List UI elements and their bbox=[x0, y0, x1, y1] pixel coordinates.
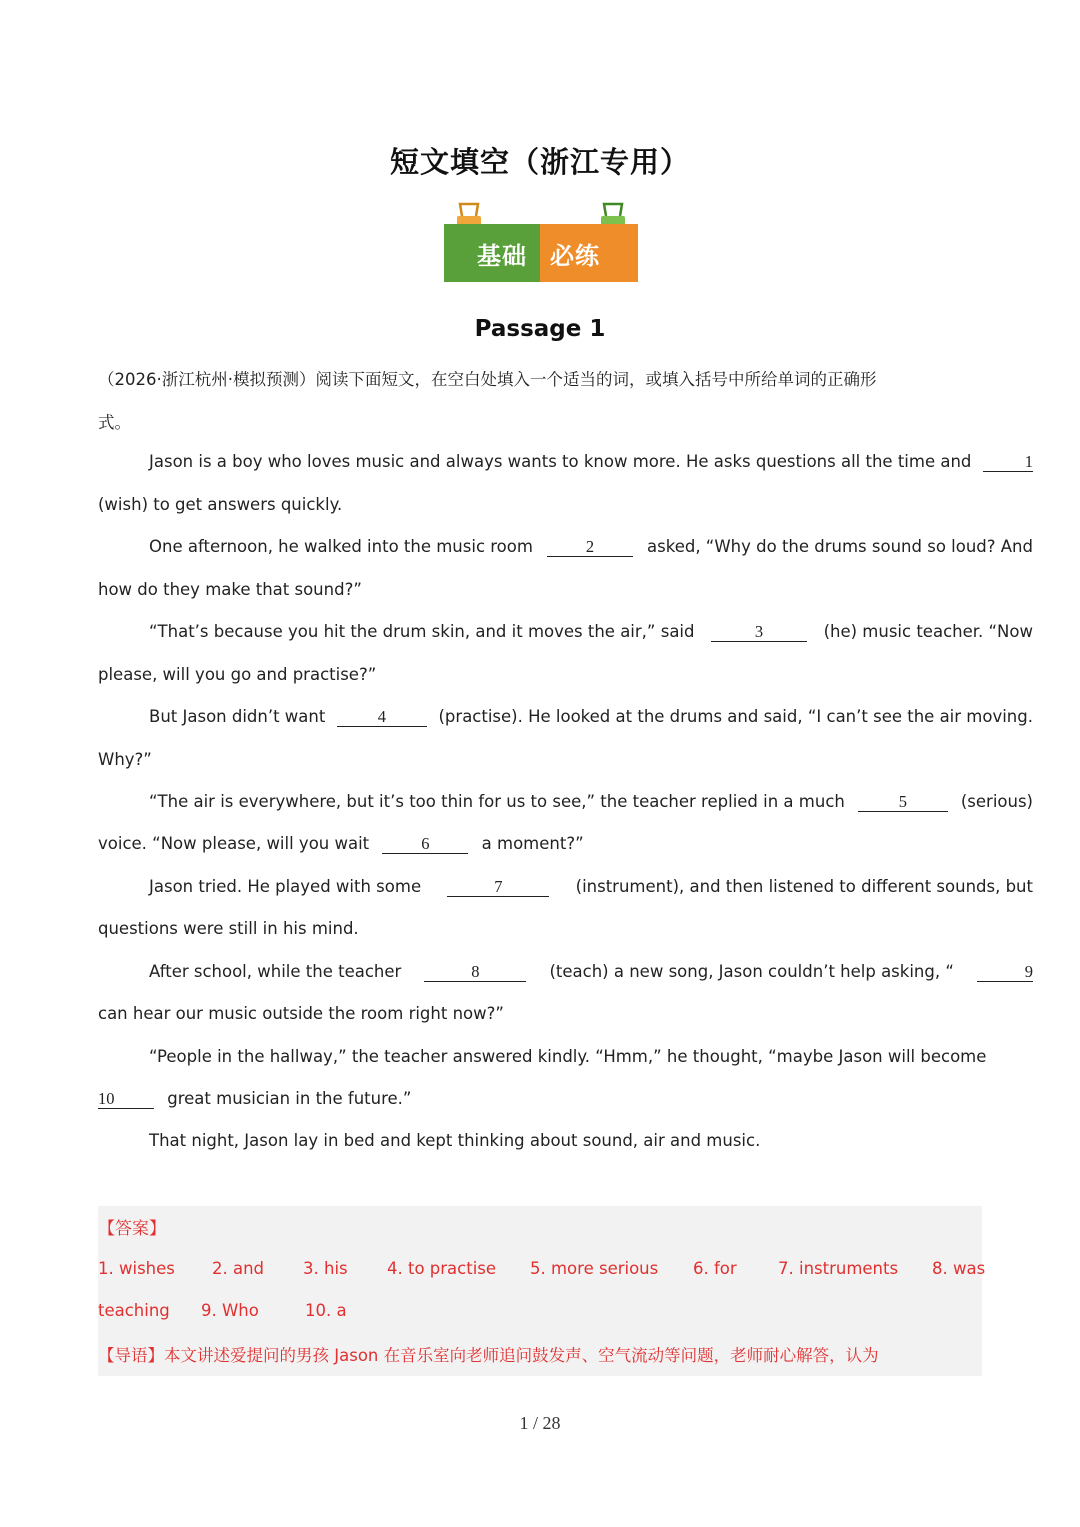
paragraph-text: voice. “Now please, will you wait bbox=[98, 834, 370, 853]
blank-6: 6 bbox=[382, 835, 468, 854]
answer-item: 4. to practise bbox=[387, 1259, 497, 1278]
blank-2: 2 bbox=[547, 538, 633, 557]
page-number: 1 / 28 bbox=[519, 1413, 561, 1433]
guide-text: 【导语】本文讲述爱提问的男孩 Jason 在音乐室向老师追问鼓发声、空气流动等问题，老师耐心解答，认为 bbox=[98, 1346, 879, 1365]
paragraph-line bbox=[98, 1089, 982, 1109]
paragraph-line bbox=[98, 707, 1033, 727]
paragraph-text: (he) music teacher. “Now bbox=[823, 622, 1033, 641]
answer-item: 10. a bbox=[305, 1301, 347, 1320]
passage-title: Passage 1 bbox=[474, 316, 606, 342]
blank-5: 5 bbox=[858, 793, 948, 812]
paragraph-text: questions were still in his mind. bbox=[98, 919, 359, 938]
blank-4: 4 bbox=[337, 708, 427, 727]
blank-8: 8 bbox=[424, 963, 526, 982]
section-badge bbox=[444, 202, 638, 282]
paragraph-text: That night, Jason lay in bed and kept thinking about sound, air and music. bbox=[149, 1131, 761, 1150]
answer-item: 1. wishes bbox=[98, 1259, 175, 1278]
document-title: 短文填空（浙江专用） bbox=[389, 145, 690, 179]
paragraph-line bbox=[98, 792, 1033, 812]
instruction-line: 式。 bbox=[98, 413, 131, 432]
paragraph-text: a moment?” bbox=[481, 834, 584, 853]
paragraph-text: “People in the hallway,” the teacher answered kindly. “Hmm,” he thought, “maybe Jason will become bbox=[149, 1047, 987, 1066]
paragraph-text: (wish) to get answers quickly. bbox=[98, 495, 343, 514]
answer-item: 8. was bbox=[932, 1259, 986, 1278]
paragraph-line bbox=[98, 537, 1033, 557]
paragraph-text: please, will you go and practise?” bbox=[98, 665, 377, 684]
paragraph-text: great musician in the future.” bbox=[167, 1089, 412, 1108]
paragraph-text: (instrument), and then listened to different sounds, but bbox=[575, 877, 1033, 896]
answer-item: 2. and bbox=[212, 1259, 265, 1278]
paragraph-text: (teach) a new song, Jason couldn’t help asking, “ bbox=[549, 962, 954, 981]
paragraph-text: (serious) bbox=[960, 792, 1033, 811]
paragraph-text: how do they make that sound?” bbox=[98, 580, 362, 599]
blank-9: 9 bbox=[977, 963, 1033, 982]
paragraph-line bbox=[98, 962, 1033, 982]
badge-left-label: 基础 bbox=[477, 242, 527, 270]
paragraph-text: asked, “Why do the drums sound so loud? And bbox=[647, 537, 1033, 556]
badge-right-label: 必练 bbox=[550, 242, 600, 270]
answer-item: 9. Who bbox=[201, 1301, 259, 1320]
paragraph-text: “That’s because you hit the drum skin, and it moves the air,” said bbox=[149, 622, 695, 641]
blank-1: 1 bbox=[983, 453, 1033, 472]
paragraph-text: can hear our music outside the room right now?” bbox=[98, 1004, 504, 1023]
paragraph-text: (practise). He looked at the drums and said, “I can’t see the air moving. bbox=[438, 707, 1033, 726]
answer-heading: 【答案】 bbox=[98, 1219, 166, 1239]
paragraph-text: “The air is everywhere, but it’s too thin for us to see,” the teacher replied in a much bbox=[149, 792, 845, 811]
paragraph-line bbox=[98, 622, 1033, 642]
blank-3: 3 bbox=[711, 623, 807, 642]
paragraph-line bbox=[98, 877, 1033, 897]
blank-7: 7 bbox=[447, 878, 549, 897]
instruction-line: （2026·浙江杭州·模拟预测）阅读下面短文，在空白处填入一个适当的词，或填入括号中所给单词的正确形 bbox=[98, 370, 877, 389]
answer-item: 3. his bbox=[303, 1259, 348, 1278]
paragraph-text: Jason is a boy who loves music and always wants to know more. He asks questions all the time and bbox=[149, 452, 972, 471]
answer-item: 7. instruments bbox=[778, 1259, 899, 1278]
paragraph-text: Why?” bbox=[98, 750, 152, 769]
paragraph-text: One afternoon, he walked into the music room bbox=[149, 537, 533, 556]
paragraph-line bbox=[98, 834, 982, 854]
answer-item: 5. more serious bbox=[530, 1259, 659, 1278]
paragraph-text: After school, while the teacher bbox=[149, 962, 402, 981]
answer-item: teaching bbox=[98, 1301, 170, 1320]
paragraph-text: But Jason didn’t want bbox=[149, 707, 326, 726]
answer-item: 6. for bbox=[693, 1259, 737, 1278]
paragraph-text: Jason tried. He played with some bbox=[149, 877, 422, 896]
paragraph-line bbox=[98, 452, 1033, 472]
blank-10: 10 bbox=[98, 1090, 154, 1109]
